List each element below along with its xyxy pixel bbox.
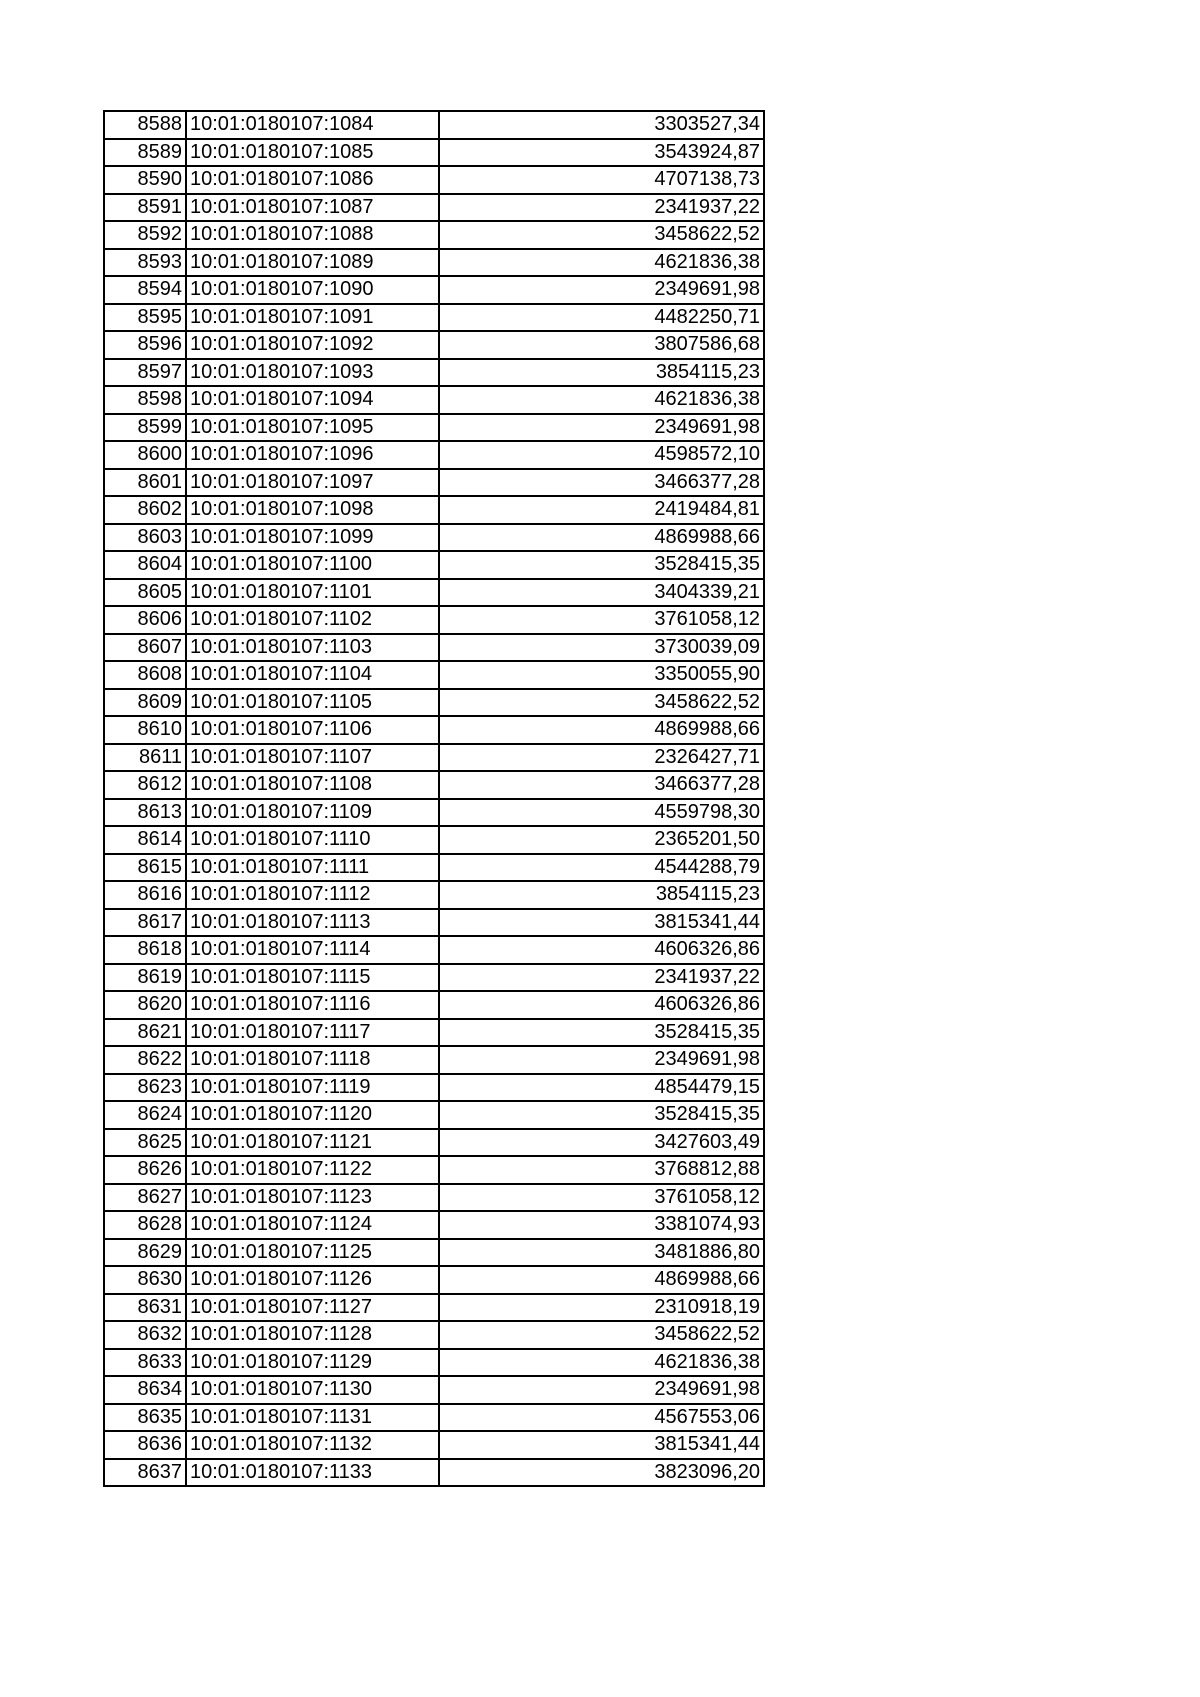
cadastral-number-cell: 10:01:0180107:1110 bbox=[186, 826, 439, 854]
table-row bbox=[104, 359, 764, 387]
cadastral-number-cell: 10:01:0180107:1126 bbox=[186, 1266, 439, 1294]
value-cell: 2341937,22 bbox=[439, 964, 764, 992]
cadastral-number-cell: 10:01:0180107:1088 bbox=[186, 221, 439, 249]
table-row bbox=[104, 1294, 764, 1322]
table-row bbox=[104, 1404, 764, 1432]
table-row bbox=[104, 1129, 764, 1157]
value-cell: 3458622,52 bbox=[439, 1321, 764, 1349]
table-row bbox=[104, 854, 764, 882]
table-row bbox=[104, 441, 764, 469]
row-number-cell: 8612 bbox=[104, 771, 186, 799]
table-row bbox=[104, 1101, 764, 1129]
row-number-cell: 8602 bbox=[104, 496, 186, 524]
table-row bbox=[104, 964, 764, 992]
cadastral-number-cell: 10:01:0180107:1131 bbox=[186, 1404, 439, 1432]
cadastral-number-cell: 10:01:0180107:1128 bbox=[186, 1321, 439, 1349]
value-cell: 3730039,09 bbox=[439, 634, 764, 662]
row-number-cell: 8610 bbox=[104, 716, 186, 744]
cadastral-number-cell: 10:01:0180107:1090 bbox=[186, 276, 439, 304]
table-row bbox=[104, 991, 764, 1019]
value-cell: 4869988,66 bbox=[439, 524, 764, 552]
value-cell: 4869988,66 bbox=[439, 1266, 764, 1294]
cadastral-number-cell: 10:01:0180107:1108 bbox=[186, 771, 439, 799]
value-cell: 4567553,06 bbox=[439, 1404, 764, 1432]
row-number-cell: 8597 bbox=[104, 359, 186, 387]
cadastral-number-cell: 10:01:0180107:1115 bbox=[186, 964, 439, 992]
table-row bbox=[104, 249, 764, 277]
row-number-cell: 8590 bbox=[104, 166, 186, 194]
value-cell: 4621836,38 bbox=[439, 249, 764, 277]
table-row bbox=[104, 1211, 764, 1239]
row-number-cell: 8618 bbox=[104, 936, 186, 964]
value-cell: 2349691,98 bbox=[439, 414, 764, 442]
table-row bbox=[104, 304, 764, 332]
row-number-cell: 8615 bbox=[104, 854, 186, 882]
value-cell: 2326427,71 bbox=[439, 744, 764, 772]
cadastral-number-cell: 10:01:0180107:1112 bbox=[186, 881, 439, 909]
row-number-cell: 8624 bbox=[104, 1101, 186, 1129]
table-row bbox=[104, 1321, 764, 1349]
cadastral-number-cell: 10:01:0180107:1084 bbox=[186, 111, 439, 139]
table-row bbox=[104, 276, 764, 304]
cadastral-number-cell: 10:01:0180107:1114 bbox=[186, 936, 439, 964]
row-number-cell: 8622 bbox=[104, 1046, 186, 1074]
cadastral-number-cell: 10:01:0180107:1101 bbox=[186, 579, 439, 607]
value-cell: 3543924,87 bbox=[439, 139, 764, 167]
row-number-cell: 8601 bbox=[104, 469, 186, 497]
cadastral-number-cell: 10:01:0180107:1130 bbox=[186, 1376, 439, 1404]
table-row bbox=[104, 331, 764, 359]
row-number-cell: 8589 bbox=[104, 139, 186, 167]
row-number-cell: 8631 bbox=[104, 1294, 186, 1322]
row-number-cell: 8623 bbox=[104, 1074, 186, 1102]
cadastral-number-cell: 10:01:0180107:1132 bbox=[186, 1431, 439, 1459]
value-cell: 3427603,49 bbox=[439, 1129, 764, 1157]
table-row bbox=[104, 414, 764, 442]
table-row bbox=[104, 771, 764, 799]
cadastral-number-cell: 10:01:0180107:1119 bbox=[186, 1074, 439, 1102]
cadastral-number-cell: 10:01:0180107:1091 bbox=[186, 304, 439, 332]
cadastral-number-cell: 10:01:0180107:1123 bbox=[186, 1184, 439, 1212]
table-row bbox=[104, 799, 764, 827]
value-cell: 2419484,81 bbox=[439, 496, 764, 524]
value-cell: 4559798,30 bbox=[439, 799, 764, 827]
table-body bbox=[104, 111, 764, 1486]
row-number-cell: 8592 bbox=[104, 221, 186, 249]
table-row bbox=[104, 606, 764, 634]
table-row bbox=[104, 744, 764, 772]
value-cell: 2365201,50 bbox=[439, 826, 764, 854]
data-table bbox=[103, 110, 765, 1487]
cadastral-number-cell: 10:01:0180107:1096 bbox=[186, 441, 439, 469]
value-cell: 4707138,73 bbox=[439, 166, 764, 194]
value-cell: 3815341,44 bbox=[439, 1431, 764, 1459]
row-number-cell: 8620 bbox=[104, 991, 186, 1019]
cadastral-number-cell: 10:01:0180107:1093 bbox=[186, 359, 439, 387]
cadastral-number-cell: 10:01:0180107:1086 bbox=[186, 166, 439, 194]
table-row bbox=[104, 166, 764, 194]
value-cell: 4482250,71 bbox=[439, 304, 764, 332]
cadastral-number-cell: 10:01:0180107:1085 bbox=[186, 139, 439, 167]
value-cell: 2349691,98 bbox=[439, 1046, 764, 1074]
value-cell: 3768812,88 bbox=[439, 1156, 764, 1184]
value-cell: 3458622,52 bbox=[439, 689, 764, 717]
value-cell: 3528415,35 bbox=[439, 1101, 764, 1129]
cadastral-number-cell: 10:01:0180107:1117 bbox=[186, 1019, 439, 1047]
table-row bbox=[104, 661, 764, 689]
cadastral-number-cell: 10:01:0180107:1103 bbox=[186, 634, 439, 662]
value-cell: 3350055,90 bbox=[439, 661, 764, 689]
table-row bbox=[104, 386, 764, 414]
row-number-cell: 8636 bbox=[104, 1431, 186, 1459]
row-number-cell: 8630 bbox=[104, 1266, 186, 1294]
table-row bbox=[104, 689, 764, 717]
value-cell: 4606326,86 bbox=[439, 991, 764, 1019]
cadastral-number-cell: 10:01:0180107:1120 bbox=[186, 1101, 439, 1129]
value-cell: 3404339,21 bbox=[439, 579, 764, 607]
cadastral-number-cell: 10:01:0180107:1089 bbox=[186, 249, 439, 277]
cadastral-number-cell: 10:01:0180107:1111 bbox=[186, 854, 439, 882]
row-number-cell: 8637 bbox=[104, 1459, 186, 1487]
row-number-cell: 8619 bbox=[104, 964, 186, 992]
row-number-cell: 8629 bbox=[104, 1239, 186, 1267]
cadastral-number-cell: 10:01:0180107:1127 bbox=[186, 1294, 439, 1322]
row-number-cell: 8596 bbox=[104, 331, 186, 359]
table-row bbox=[104, 1459, 764, 1487]
cadastral-number-cell: 10:01:0180107:1097 bbox=[186, 469, 439, 497]
cadastral-number-cell: 10:01:0180107:1124 bbox=[186, 1211, 439, 1239]
value-cell: 4544288,79 bbox=[439, 854, 764, 882]
cadastral-number-cell: 10:01:0180107:1116 bbox=[186, 991, 439, 1019]
table-row bbox=[104, 826, 764, 854]
table-row bbox=[104, 139, 764, 167]
table-row bbox=[104, 579, 764, 607]
value-cell: 3303527,34 bbox=[439, 111, 764, 139]
row-number-cell: 8594 bbox=[104, 276, 186, 304]
row-number-cell: 8606 bbox=[104, 606, 186, 634]
value-cell: 2310918,19 bbox=[439, 1294, 764, 1322]
table-row bbox=[104, 936, 764, 964]
cadastral-number-cell: 10:01:0180107:1129 bbox=[186, 1349, 439, 1377]
row-number-cell: 8627 bbox=[104, 1184, 186, 1212]
cadastral-number-cell: 10:01:0180107:1106 bbox=[186, 716, 439, 744]
row-number-cell: 8588 bbox=[104, 111, 186, 139]
cadastral-number-cell: 10:01:0180107:1098 bbox=[186, 496, 439, 524]
value-cell: 4621836,38 bbox=[439, 386, 764, 414]
row-number-cell: 8593 bbox=[104, 249, 186, 277]
table-row bbox=[104, 1266, 764, 1294]
table-row bbox=[104, 716, 764, 744]
row-number-cell: 8621 bbox=[104, 1019, 186, 1047]
row-number-cell: 8600 bbox=[104, 441, 186, 469]
table-row bbox=[104, 194, 764, 222]
table-row bbox=[104, 1046, 764, 1074]
value-cell: 4621836,38 bbox=[439, 1349, 764, 1377]
table-row bbox=[104, 1431, 764, 1459]
cadastral-number-cell: 10:01:0180107:1099 bbox=[186, 524, 439, 552]
row-number-cell: 8609 bbox=[104, 689, 186, 717]
row-number-cell: 8633 bbox=[104, 1349, 186, 1377]
table-row bbox=[104, 1349, 764, 1377]
value-cell: 3481886,80 bbox=[439, 1239, 764, 1267]
value-cell: 2341937,22 bbox=[439, 194, 764, 222]
table-row bbox=[104, 909, 764, 937]
cadastral-number-cell: 10:01:0180107:1121 bbox=[186, 1129, 439, 1157]
value-cell: 3854115,23 bbox=[439, 881, 764, 909]
row-number-cell: 8598 bbox=[104, 386, 186, 414]
value-cell: 2349691,98 bbox=[439, 276, 764, 304]
row-number-cell: 8604 bbox=[104, 551, 186, 579]
value-cell: 3458622,52 bbox=[439, 221, 764, 249]
value-cell: 4606326,86 bbox=[439, 936, 764, 964]
table-row bbox=[104, 221, 764, 249]
row-number-cell: 8595 bbox=[104, 304, 186, 332]
table-row bbox=[104, 111, 764, 139]
row-number-cell: 8626 bbox=[104, 1156, 186, 1184]
value-cell: 3815341,44 bbox=[439, 909, 764, 937]
cadastral-number-cell: 10:01:0180107:1092 bbox=[186, 331, 439, 359]
row-number-cell: 8617 bbox=[104, 909, 186, 937]
row-number-cell: 8635 bbox=[104, 1404, 186, 1432]
cadastral-number-cell: 10:01:0180107:1105 bbox=[186, 689, 439, 717]
table-row bbox=[104, 1156, 764, 1184]
table-row bbox=[104, 1184, 764, 1212]
cadastral-number-cell: 10:01:0180107:1133 bbox=[186, 1459, 439, 1487]
row-number-cell: 8599 bbox=[104, 414, 186, 442]
table-row bbox=[104, 881, 764, 909]
cadastral-number-cell: 10:01:0180107:1113 bbox=[186, 909, 439, 937]
table-row bbox=[104, 1239, 764, 1267]
value-cell: 4598572,10 bbox=[439, 441, 764, 469]
value-cell: 3807586,68 bbox=[439, 331, 764, 359]
value-cell: 2349691,98 bbox=[439, 1376, 764, 1404]
value-cell: 3854115,23 bbox=[439, 359, 764, 387]
row-number-cell: 8603 bbox=[104, 524, 186, 552]
cadastral-number-cell: 10:01:0180107:1122 bbox=[186, 1156, 439, 1184]
row-number-cell: 8625 bbox=[104, 1129, 186, 1157]
cadastral-number-cell: 10:01:0180107:1094 bbox=[186, 386, 439, 414]
cadastral-number-cell: 10:01:0180107:1102 bbox=[186, 606, 439, 634]
value-cell: 3528415,35 bbox=[439, 551, 764, 579]
table-row bbox=[104, 496, 764, 524]
table-row bbox=[104, 551, 764, 579]
row-number-cell: 8608 bbox=[104, 661, 186, 689]
value-cell: 4869988,66 bbox=[439, 716, 764, 744]
row-number-cell: 8614 bbox=[104, 826, 186, 854]
cadastral-number-cell: 10:01:0180107:1125 bbox=[186, 1239, 439, 1267]
cadastral-number-cell: 10:01:0180107:1109 bbox=[186, 799, 439, 827]
row-number-cell: 8607 bbox=[104, 634, 186, 662]
value-cell: 3466377,28 bbox=[439, 771, 764, 799]
cadastral-number-cell: 10:01:0180107:1095 bbox=[186, 414, 439, 442]
cadastral-number-cell: 10:01:0180107:1104 bbox=[186, 661, 439, 689]
cadastral-number-cell: 10:01:0180107:1100 bbox=[186, 551, 439, 579]
value-cell: 3466377,28 bbox=[439, 469, 764, 497]
row-number-cell: 8634 bbox=[104, 1376, 186, 1404]
row-number-cell: 8611 bbox=[104, 744, 186, 772]
value-cell: 3528415,35 bbox=[439, 1019, 764, 1047]
cadastral-number-cell: 10:01:0180107:1107 bbox=[186, 744, 439, 772]
table-row bbox=[104, 634, 764, 662]
table-row bbox=[104, 1074, 764, 1102]
table-row bbox=[104, 1019, 764, 1047]
row-number-cell: 8616 bbox=[104, 881, 186, 909]
row-number-cell: 8628 bbox=[104, 1211, 186, 1239]
value-cell: 3381074,93 bbox=[439, 1211, 764, 1239]
cadastral-number-cell: 10:01:0180107:1087 bbox=[186, 194, 439, 222]
table-row bbox=[104, 524, 764, 552]
value-cell: 3761058,12 bbox=[439, 606, 764, 634]
row-number-cell: 8632 bbox=[104, 1321, 186, 1349]
cadastral-number-cell: 10:01:0180107:1118 bbox=[186, 1046, 439, 1074]
table-row bbox=[104, 469, 764, 497]
row-number-cell: 8591 bbox=[104, 194, 186, 222]
value-cell: 4854479,15 bbox=[439, 1074, 764, 1102]
row-number-cell: 8613 bbox=[104, 799, 186, 827]
row-number-cell: 8605 bbox=[104, 579, 186, 607]
table-row bbox=[104, 1376, 764, 1404]
value-cell: 3823096,20 bbox=[439, 1459, 764, 1487]
value-cell: 3761058,12 bbox=[439, 1184, 764, 1212]
